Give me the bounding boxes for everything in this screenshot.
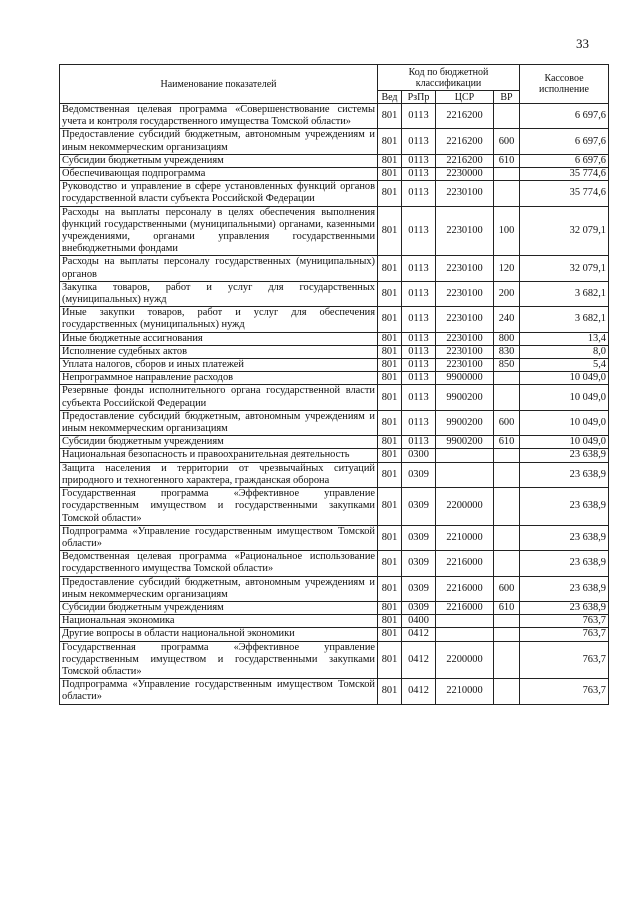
row-name: Непрограммное направление расходов [60,372,378,385]
row-vr [494,181,520,206]
row-csr: 2210000 [436,525,494,550]
row-rzpr: 0113 [402,345,436,358]
row-ved: 801 [378,615,402,628]
row-vr [494,679,520,704]
row-rzpr: 0309 [402,488,436,526]
row-vr: 240 [494,307,520,332]
row-ved: 801 [378,345,402,358]
row-name: Резервные фонды исполнительного органа государственной власти субъекта Российской Федерации [60,385,378,410]
row-rzpr: 0309 [402,601,436,614]
row-vr: 600 [494,129,520,154]
row-vr [494,551,520,576]
row-vr: 800 [494,332,520,345]
table-row [60,601,609,614]
row-ved: 801 [378,551,402,576]
row-csr: 2216200 [436,104,494,129]
row-ved: 801 [378,385,402,410]
row-ved: 801 [378,641,402,679]
row-amount: 6 697,6 [520,129,609,154]
row-rzpr: 0113 [402,281,436,306]
row-rzpr: 0113 [402,307,436,332]
table-row [60,628,609,641]
row-ved: 801 [378,525,402,550]
table-row [60,576,609,601]
row-csr: 2230100 [436,359,494,372]
row-name: Предоставление субсидий бюджетным, автономным учреждениям и иным некоммерческим организациям [60,129,378,154]
row-amount: 23 638,9 [520,576,609,601]
row-name: Предоставление субсидий бюджетным, автономным учреждениям и иным некоммерческим организациям [60,576,378,601]
row-ved: 801 [378,332,402,345]
row-ved: 801 [378,372,402,385]
row-csr: 9900000 [436,372,494,385]
row-vr: 830 [494,345,520,358]
row-name: Иные закупки товаров, работ и услуг для обеспечения государственных (муниципальных) нужд [60,307,378,332]
row-amount: 763,7 [520,641,609,679]
row-rzpr: 0113 [402,206,436,256]
row-csr: 2216200 [436,154,494,167]
table-row [60,449,609,462]
row-amount: 763,7 [520,615,609,628]
row-csr: 9900200 [436,385,494,410]
row-ved: 801 [378,307,402,332]
row-name: Национальная экономика [60,615,378,628]
row-name: Иные бюджетные ассигнования [60,332,378,345]
row-csr: 2230100 [436,256,494,281]
row-name: Исполнение судебных актов [60,345,378,358]
row-ved: 801 [378,628,402,641]
row-name: Подпрограмма «Управление государственным имуществом Томской области» [60,679,378,704]
row-name: Субсидии бюджетным учреждениям [60,601,378,614]
row-rzpr: 0309 [402,551,436,576]
row-vr [494,525,520,550]
row-amount: 32 079,1 [520,256,609,281]
header-code-group: Код по бюджетной классификации [378,65,520,91]
row-rzpr: 0300 [402,449,436,462]
row-csr: 2216200 [436,129,494,154]
row-name: Ведомственная целевая программа «Рациональное использование государственного имущества Томской области» [60,551,378,576]
row-rzpr: 0113 [402,104,436,129]
table-row [60,488,609,526]
row-amount: 23 638,9 [520,488,609,526]
row-ved: 801 [378,576,402,601]
row-rzpr: 0113 [402,372,436,385]
row-name: Государственная программа «Эффективное управление государственным имуществом и государственными закупками Томской области» [60,641,378,679]
header-csr: ЦСР [436,91,494,104]
row-rzpr: 0113 [402,181,436,206]
row-ved: 801 [378,679,402,704]
header-ved: Вед [378,91,402,104]
row-ved: 801 [378,154,402,167]
row-csr [436,449,494,462]
row-ved: 801 [378,410,402,435]
row-rzpr: 0113 [402,410,436,435]
row-ved: 801 [378,281,402,306]
table-body [60,104,609,705]
row-vr [494,615,520,628]
row-rzpr: 0309 [402,525,436,550]
table-row [60,641,609,679]
row-ved: 801 [378,462,402,487]
row-vr [494,449,520,462]
row-amount: 6 697,6 [520,154,609,167]
row-ved: 801 [378,206,402,256]
row-vr: 850 [494,359,520,372]
header-rzpr: РзПр [402,91,436,104]
table-row [60,615,609,628]
row-name: Закупка товаров, работ и услуг для государственных (муниципальных) нужд [60,281,378,306]
row-vr: 100 [494,206,520,256]
row-rzpr: 0113 [402,168,436,181]
row-amount: 13,4 [520,332,609,345]
row-name: Обеспечивающая подпрограмма [60,168,378,181]
row-csr: 2230100 [436,206,494,256]
row-amount: 23 638,9 [520,551,609,576]
table-row [60,181,609,206]
table-row [60,372,609,385]
row-rzpr: 0113 [402,154,436,167]
table-row [60,281,609,306]
row-amount: 23 638,9 [520,449,609,462]
row-csr: 2230100 [436,181,494,206]
row-rzpr: 0400 [402,615,436,628]
row-vr: 600 [494,410,520,435]
row-vr [494,168,520,181]
row-amount: 23 638,9 [520,462,609,487]
row-csr: 2216000 [436,576,494,601]
header-name: Наименование показателей [60,65,378,104]
row-amount: 5,4 [520,359,609,372]
row-vr: 610 [494,436,520,449]
row-vr: 200 [494,281,520,306]
row-csr: 2230100 [436,307,494,332]
row-amount: 10 049,0 [520,385,609,410]
table-row [60,129,609,154]
row-name: Подпрограмма «Управление государственным имуществом Томской области» [60,525,378,550]
row-csr: 2230100 [436,281,494,306]
row-vr [494,104,520,129]
row-csr: 2216000 [436,551,494,576]
row-rzpr: 0113 [402,256,436,281]
row-ved: 801 [378,436,402,449]
row-rzpr: 0309 [402,462,436,487]
table-row [60,332,609,345]
row-amount: 32 079,1 [520,206,609,256]
row-vr [494,488,520,526]
row-rzpr: 0412 [402,679,436,704]
row-rzpr: 0412 [402,628,436,641]
row-ved: 801 [378,359,402,372]
row-vr [494,641,520,679]
table-row [60,551,609,576]
row-csr: 2230000 [436,168,494,181]
row-vr: 600 [494,576,520,601]
table-row [60,679,609,704]
row-vr [494,372,520,385]
table-row [60,462,609,487]
row-csr [436,462,494,487]
row-amount: 3 682,1 [520,307,609,332]
row-rzpr: 0113 [402,332,436,345]
row-csr: 2210000 [436,679,494,704]
row-name: Предоставление субсидий бюджетным, автономным учреждениям и иным некоммерческим организациям [60,410,378,435]
header-amount: Кассовое исполнение [520,65,609,104]
row-csr [436,615,494,628]
row-name: Другие вопросы в области национальной экономики [60,628,378,641]
budget-execution-table [59,64,609,705]
table-row [60,359,609,372]
row-amount: 23 638,9 [520,601,609,614]
row-rzpr: 0309 [402,576,436,601]
table-row [60,410,609,435]
table-row [60,256,609,281]
table-row [60,168,609,181]
row-csr: 2230100 [436,332,494,345]
row-amount: 35 774,6 [520,181,609,206]
table-row [60,307,609,332]
row-rzpr: 0113 [402,129,436,154]
row-amount: 8,0 [520,345,609,358]
row-vr: 610 [494,154,520,167]
row-name: Защита населения и территории от чрезвычайных ситуаций природного и техногенного характера, гражданская оборона [60,462,378,487]
row-amount: 10 049,0 [520,436,609,449]
row-csr: 2200000 [436,641,494,679]
row-csr: 2230100 [436,345,494,358]
row-name: Государственная программа «Эффективное управление государственным имуществом и государственными закупками Томской области» [60,488,378,526]
row-ved: 801 [378,449,402,462]
row-ved: 801 [378,129,402,154]
row-name: Субсидии бюджетным учреждениям [60,436,378,449]
row-rzpr: 0412 [402,641,436,679]
row-vr [494,462,520,487]
table-row [60,345,609,358]
row-csr: 2200000 [436,488,494,526]
row-name: Субсидии бюджетным учреждениям [60,154,378,167]
row-ved: 801 [378,488,402,526]
table-row [60,154,609,167]
table-row [60,436,609,449]
row-rzpr: 0113 [402,436,436,449]
table-row [60,104,609,129]
table-row [60,206,609,256]
row-name: Расходы на выплаты персоналу в целях обеспечения выполнения функций государственными (муниципальными) органами, казенными учреждениями, органами управления государственными внебюджетными фондами [60,206,378,256]
row-csr: 9900200 [436,410,494,435]
row-amount: 35 774,6 [520,168,609,181]
row-name: Национальная безопасность и правоохранительная деятельность [60,449,378,462]
row-vr [494,628,520,641]
row-ved: 801 [378,256,402,281]
row-amount: 3 682,1 [520,281,609,306]
page-number: 33 [576,36,589,51]
header-vr: ВР [494,91,520,104]
table-row [60,525,609,550]
row-amount: 6 697,6 [520,104,609,129]
row-amount: 763,7 [520,628,609,641]
row-ved: 801 [378,104,402,129]
row-ved: 801 [378,168,402,181]
row-csr: 2216000 [436,601,494,614]
row-name: Уплата налогов, сборов и иных платежей [60,359,378,372]
row-name: Ведомственная целевая программа «Совершенствование системы учета и контроля государственного имущества Томской области» [60,104,378,129]
row-rzpr: 0113 [402,359,436,372]
row-amount: 23 638,9 [520,525,609,550]
row-ved: 801 [378,181,402,206]
row-ved: 801 [378,601,402,614]
row-vr [494,385,520,410]
row-name: Расходы на выплаты персоналу государственных (муниципальных) органов [60,256,378,281]
row-name: Руководство и управление в сфере установленных функций органов государственной власти субъекта Российской Федерации [60,181,378,206]
row-amount: 10 049,0 [520,372,609,385]
row-csr: 9900200 [436,436,494,449]
row-vr: 120 [494,256,520,281]
row-amount: 10 049,0 [520,410,609,435]
row-vr: 610 [494,601,520,614]
row-amount: 763,7 [520,679,609,704]
row-rzpr: 0113 [402,385,436,410]
table-row [60,385,609,410]
row-csr [436,628,494,641]
